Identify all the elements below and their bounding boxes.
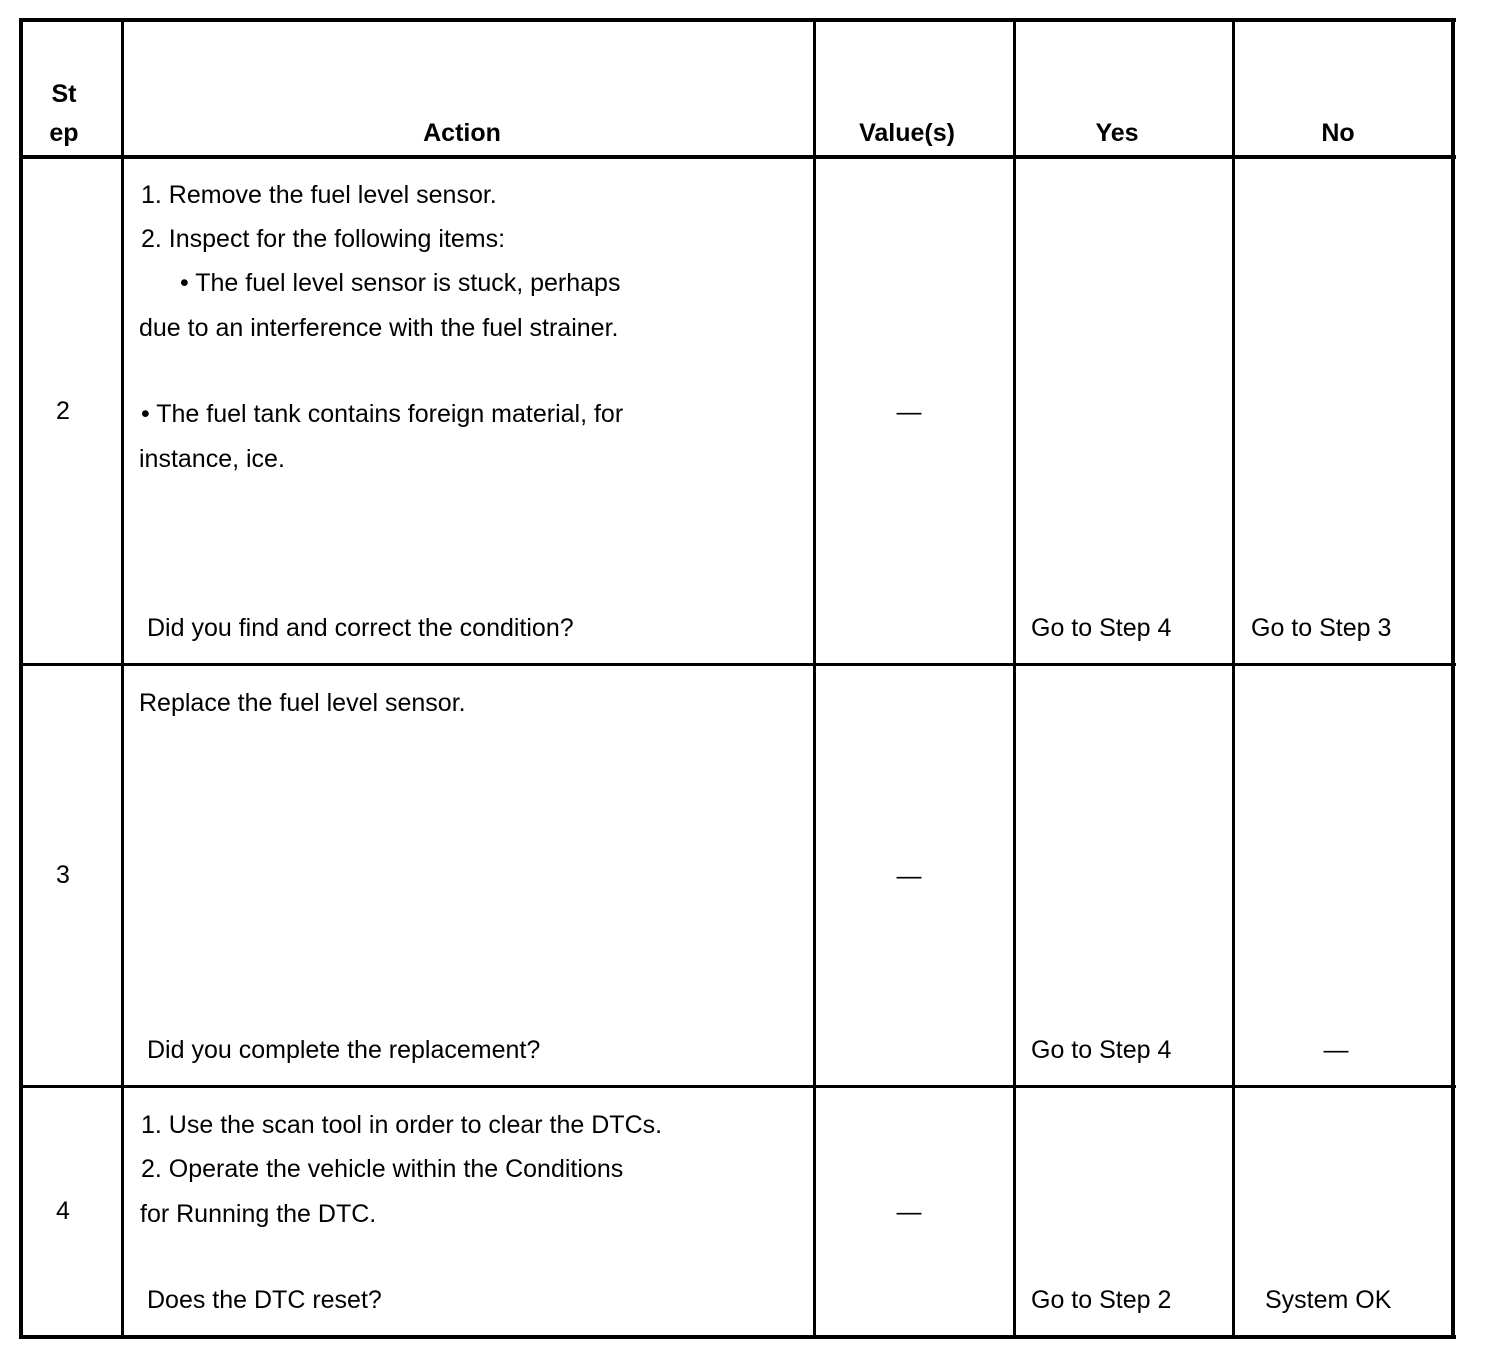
value-cell: — — [896, 862, 922, 890]
header-values: Value(s) — [859, 119, 955, 147]
action-item: 1. Remove the fuel level sensor. — [141, 181, 497, 209]
header-action: Action — [423, 119, 501, 147]
row-divider — [19, 663, 1456, 666]
no-cell: — — [1323, 1036, 1349, 1064]
yes-cell: Go to Step 2 — [1031, 1286, 1172, 1314]
table-right-border — [1451, 18, 1455, 1339]
step-number: 4 — [56, 1197, 70, 1225]
header-step-line2: ep — [49, 119, 79, 147]
action-bullet-continuation: due to an interference with the fuel strainer. — [139, 314, 619, 342]
action-question: Did you find and correct the condition? — [147, 614, 574, 642]
column-divider — [813, 18, 816, 1339]
step-number: 2 — [56, 397, 70, 425]
action-item: 2. Inspect for the following items: — [141, 225, 506, 253]
action-item-continuation: for Running the DTC. — [140, 1200, 377, 1228]
yes-cell: Go to Step 4 — [1031, 614, 1172, 642]
column-divider — [1232, 18, 1235, 1339]
no-cell: System OK — [1265, 1286, 1392, 1314]
header-yes: Yes — [1095, 119, 1139, 147]
header-no: No — [1321, 119, 1355, 147]
action-bullet: • The fuel level sensor is stuck, perhaps — [180, 269, 621, 297]
action-text: Replace the fuel level sensor. — [139, 689, 466, 717]
action-item: 2. Operate the vehicle within the Conditions — [141, 1155, 624, 1183]
action-bullet-continuation: instance, ice. — [139, 445, 285, 473]
step-number: 3 — [56, 861, 70, 889]
header-step-line1: St — [51, 80, 77, 108]
yes-cell: Go to Step 4 — [1031, 1036, 1172, 1064]
action-question: Did you complete the replacement? — [147, 1036, 541, 1064]
action-bullet: • The fuel tank contains foreign material, for — [141, 400, 624, 428]
row-divider — [19, 1085, 1456, 1088]
no-cell: Go to Step 3 — [1251, 614, 1392, 642]
table-top-border — [19, 18, 1456, 22]
action-item: 1. Use the scan tool in order to clear the DTCs. — [141, 1111, 663, 1139]
column-divider — [121, 18, 124, 1339]
value-cell: — — [896, 1198, 922, 1226]
action-question: Does the DTC reset? — [147, 1286, 382, 1314]
column-divider — [1013, 18, 1016, 1339]
header-bottom-border — [19, 155, 1456, 159]
table-left-border — [19, 18, 23, 1339]
table-bottom-border — [19, 1335, 1456, 1339]
value-cell: — — [896, 398, 922, 426]
